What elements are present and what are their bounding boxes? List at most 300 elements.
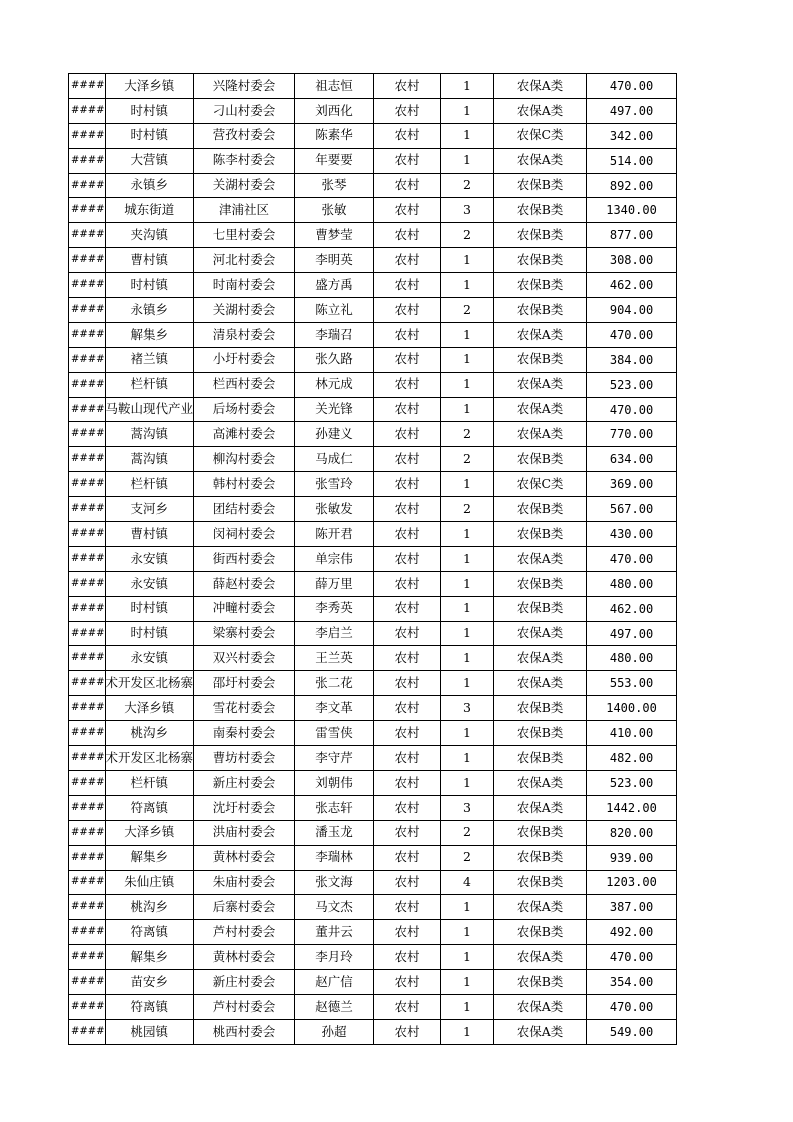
residence-type-cell: 农村	[374, 746, 441, 771]
table-row	[69, 298, 677, 323]
serial-cell: ####	[69, 98, 106, 123]
residence-type-cell: 农村	[374, 870, 441, 895]
insurance-category-cell: 农保B类	[494, 870, 587, 895]
township-cell: 时村镇	[105, 596, 194, 621]
serial-cell: ####	[69, 945, 106, 970]
village-committee-cell: 营孜村委会	[194, 123, 295, 148]
name-cell: 董井云	[295, 920, 374, 945]
township-cell: 大泽乡镇	[105, 820, 194, 845]
table-row	[69, 522, 677, 547]
residence-type-cell: 农村	[374, 173, 441, 198]
household-size-cell: 1	[441, 596, 494, 621]
township-cell: 永安镇	[105, 571, 194, 596]
household-size-cell: 2	[441, 223, 494, 248]
insurance-category-cell: 农保B类	[494, 970, 587, 995]
village-committee-cell: 黄林村委会	[194, 945, 295, 970]
amount-cell: 770.00	[587, 422, 677, 447]
residence-type-cell: 农村	[374, 970, 441, 995]
residence-type-cell: 农村	[374, 671, 441, 696]
residence-type-cell: 农村	[374, 74, 441, 99]
township-cell: 时村镇	[105, 273, 194, 298]
serial-cell: ####	[69, 273, 106, 298]
village-committee-cell: 雪花村委会	[194, 696, 295, 721]
insurance-category-cell: 农保B类	[494, 198, 587, 223]
residence-type-cell: 农村	[374, 248, 441, 273]
household-size-cell: 2	[441, 820, 494, 845]
amount-cell: 1340.00	[587, 198, 677, 223]
table-row	[69, 795, 677, 820]
amount-cell: 384.00	[587, 347, 677, 372]
residence-type-cell: 农村	[374, 223, 441, 248]
household-size-cell: 1	[441, 920, 494, 945]
township-cell: 夹沟镇	[105, 223, 194, 248]
township-cell: 永安镇	[105, 646, 194, 671]
serial-cell: ####	[69, 74, 106, 99]
amount-cell: 904.00	[587, 298, 677, 323]
residence-type-cell: 农村	[374, 123, 441, 148]
insurance-category-cell: 农保B类	[494, 223, 587, 248]
township-cell: 大营镇	[105, 148, 194, 173]
insurance-category-cell: 农保A类	[494, 74, 587, 99]
table-row	[69, 920, 677, 945]
serial-cell: ####	[69, 522, 106, 547]
serial-cell: ####	[69, 322, 106, 347]
household-size-cell: 1	[441, 970, 494, 995]
name-cell: 祖志恒	[295, 74, 374, 99]
township-cell: 解集乡	[105, 322, 194, 347]
amount-cell: 1400.00	[587, 696, 677, 721]
name-cell: 赵广信	[295, 970, 374, 995]
residence-type-cell: 农村	[374, 322, 441, 347]
household-size-cell: 1	[441, 347, 494, 372]
table-row	[69, 347, 677, 372]
household-size-cell: 1	[441, 994, 494, 1019]
insurance-category-cell: 农保A类	[494, 646, 587, 671]
insurance-category-cell: 农保B类	[494, 920, 587, 945]
household-size-cell: 1	[441, 123, 494, 148]
table-row	[69, 74, 677, 99]
residence-type-cell: 农村	[374, 372, 441, 397]
name-cell: 曹梦莹	[295, 223, 374, 248]
residence-type-cell: 农村	[374, 98, 441, 123]
residence-type-cell: 农村	[374, 920, 441, 945]
table-row	[69, 945, 677, 970]
village-committee-cell: 刁山村委会	[194, 98, 295, 123]
table-row	[69, 372, 677, 397]
name-cell: 张雪玲	[295, 472, 374, 497]
village-committee-cell: 后寨村委会	[194, 895, 295, 920]
residence-type-cell: 农村	[374, 397, 441, 422]
residence-type-cell: 农村	[374, 770, 441, 795]
village-committee-cell: 七里村委会	[194, 223, 295, 248]
serial-cell: ####	[69, 646, 106, 671]
table-row	[69, 422, 677, 447]
insurance-category-cell: 农保A类	[494, 397, 587, 422]
village-committee-cell: 邵圩村委会	[194, 671, 295, 696]
residence-type-cell: 农村	[374, 596, 441, 621]
household-size-cell: 1	[441, 248, 494, 273]
serial-cell: ####	[69, 248, 106, 273]
insurance-category-cell: 农保B类	[494, 173, 587, 198]
amount-cell: 892.00	[587, 173, 677, 198]
household-size-cell: 4	[441, 870, 494, 895]
name-cell: 张琴	[295, 173, 374, 198]
amount-cell: 470.00	[587, 945, 677, 970]
village-committee-cell: 后场村委会	[194, 397, 295, 422]
township-cell: 符离镇	[105, 994, 194, 1019]
township-cell: 桃沟乡	[105, 721, 194, 746]
township-cell: 曹村镇	[105, 522, 194, 547]
household-size-cell: 1	[441, 322, 494, 347]
serial-cell: ####	[69, 671, 106, 696]
table-row	[69, 148, 677, 173]
township-cell: 大泽乡镇	[105, 74, 194, 99]
household-size-cell: 1	[441, 621, 494, 646]
residence-type-cell: 农村	[374, 994, 441, 1019]
township-cell: 符离镇	[105, 795, 194, 820]
name-cell: 马成仁	[295, 447, 374, 472]
village-committee-cell: 栏西村委会	[194, 372, 295, 397]
table-row	[69, 696, 677, 721]
residence-type-cell: 农村	[374, 298, 441, 323]
amount-cell: 877.00	[587, 223, 677, 248]
name-cell: 赵德兰	[295, 994, 374, 1019]
table-row	[69, 397, 677, 422]
name-cell: 李明英	[295, 248, 374, 273]
name-cell: 李月玲	[295, 945, 374, 970]
village-committee-cell: 街西村委会	[194, 546, 295, 571]
insurance-category-cell: 农保C类	[494, 472, 587, 497]
township-cell: 曹村镇	[105, 248, 194, 273]
residence-type-cell: 农村	[374, 497, 441, 522]
household-size-cell: 1	[441, 770, 494, 795]
township-cell: 栏杆镇	[105, 770, 194, 795]
insurance-category-cell: 农保A类	[494, 671, 587, 696]
residence-type-cell: 农村	[374, 148, 441, 173]
name-cell: 马文杰	[295, 895, 374, 920]
name-cell: 单宗伟	[295, 546, 374, 571]
township-cell: 朱仙庄镇	[105, 870, 194, 895]
household-size-cell: 2	[441, 422, 494, 447]
household-size-cell: 1	[441, 721, 494, 746]
village-committee-cell: 高滩村委会	[194, 422, 295, 447]
amount-cell: 480.00	[587, 646, 677, 671]
township-cell: 解集乡	[105, 945, 194, 970]
name-cell: 张敏发	[295, 497, 374, 522]
residence-type-cell: 农村	[374, 472, 441, 497]
amount-cell: 470.00	[587, 74, 677, 99]
household-size-cell: 1	[441, 1019, 494, 1044]
residence-type-cell: 农村	[374, 347, 441, 372]
insurance-category-cell: 农保B类	[494, 273, 587, 298]
household-size-cell: 1	[441, 571, 494, 596]
insurance-category-cell: 农保B类	[494, 696, 587, 721]
table-row	[69, 447, 677, 472]
name-cell: 李启兰	[295, 621, 374, 646]
village-committee-cell: 新庄村委会	[194, 970, 295, 995]
insurance-category-cell: 农保A类	[494, 895, 587, 920]
village-committee-cell: 清泉村委会	[194, 322, 295, 347]
insurance-category-cell: 农保B类	[494, 248, 587, 273]
household-size-cell: 2	[441, 173, 494, 198]
residence-type-cell: 农村	[374, 571, 441, 596]
village-committee-cell: 朱庙村委会	[194, 870, 295, 895]
insurance-category-cell: 农保A类	[494, 621, 587, 646]
amount-cell: 523.00	[587, 372, 677, 397]
name-cell: 潘玉龙	[295, 820, 374, 845]
table-row	[69, 970, 677, 995]
name-cell: 年要要	[295, 148, 374, 173]
serial-cell: ####	[69, 621, 106, 646]
residence-type-cell: 农村	[374, 895, 441, 920]
serial-cell: ####	[69, 148, 106, 173]
serial-cell: ####	[69, 571, 106, 596]
insurance-category-cell: 农保B类	[494, 721, 587, 746]
serial-cell: ####	[69, 298, 106, 323]
amount-cell: 514.00	[587, 148, 677, 173]
residence-type-cell: 农村	[374, 696, 441, 721]
residence-type-cell: 农村	[374, 198, 441, 223]
serial-cell: ####	[69, 746, 106, 771]
name-cell: 张志轩	[295, 795, 374, 820]
name-cell: 孙建义	[295, 422, 374, 447]
table-row	[69, 671, 677, 696]
serial-cell: ####	[69, 472, 106, 497]
amount-cell: 939.00	[587, 845, 677, 870]
insurance-category-cell: 农保B类	[494, 820, 587, 845]
township-cell: 永镇乡	[105, 173, 194, 198]
village-committee-cell: 南秦村委会	[194, 721, 295, 746]
village-committee-cell: 洪庙村委会	[194, 820, 295, 845]
village-committee-cell: 韩村村委会	[194, 472, 295, 497]
serial-cell: ####	[69, 223, 106, 248]
insurance-category-cell: 农保B类	[494, 746, 587, 771]
name-cell: 张敏	[295, 198, 374, 223]
insurance-category-cell: 农保A类	[494, 1019, 587, 1044]
residence-type-cell: 农村	[374, 546, 441, 571]
serial-cell: ####	[69, 895, 106, 920]
insurance-category-cell: 农保A类	[494, 148, 587, 173]
serial-cell: ####	[69, 1019, 106, 1044]
amount-cell: 308.00	[587, 248, 677, 273]
township-cell: 蒿沟镇	[105, 447, 194, 472]
household-size-cell: 1	[441, 546, 494, 571]
insurance-category-cell: 农保B类	[494, 447, 587, 472]
serial-cell: ####	[69, 497, 106, 522]
township-cell: 时村镇	[105, 621, 194, 646]
township-cell: 术开发区北杨寨	[105, 671, 194, 696]
table-row	[69, 870, 677, 895]
amount-cell: 462.00	[587, 273, 677, 298]
household-size-cell: 1	[441, 273, 494, 298]
residence-type-cell: 农村	[374, 273, 441, 298]
amount-cell: 470.00	[587, 546, 677, 571]
village-committee-cell: 河北村委会	[194, 248, 295, 273]
household-size-cell: 1	[441, 895, 494, 920]
amount-cell: 354.00	[587, 970, 677, 995]
table-row	[69, 223, 677, 248]
serial-cell: ####	[69, 696, 106, 721]
insurance-category-cell: 农保A类	[494, 98, 587, 123]
township-cell: 时村镇	[105, 123, 194, 148]
name-cell: 刘朝伟	[295, 770, 374, 795]
table-row	[69, 98, 677, 123]
household-size-cell: 1	[441, 98, 494, 123]
table-row	[69, 895, 677, 920]
name-cell: 李文革	[295, 696, 374, 721]
serial-cell: ####	[69, 447, 106, 472]
amount-cell: 462.00	[587, 596, 677, 621]
serial-cell: ####	[69, 173, 106, 198]
amount-cell: 567.00	[587, 497, 677, 522]
name-cell: 李瑞召	[295, 322, 374, 347]
township-cell: 马鞍山现代产业	[105, 397, 194, 422]
table-row	[69, 198, 677, 223]
amount-cell: 470.00	[587, 994, 677, 1019]
name-cell: 李守芹	[295, 746, 374, 771]
household-size-cell: 1	[441, 148, 494, 173]
residence-type-cell: 农村	[374, 945, 441, 970]
table-row	[69, 845, 677, 870]
name-cell: 张二花	[295, 671, 374, 696]
village-committee-cell: 小圩村委会	[194, 347, 295, 372]
amount-cell: 480.00	[587, 571, 677, 596]
serial-cell: ####	[69, 721, 106, 746]
residence-type-cell: 农村	[374, 447, 441, 472]
residence-type-cell: 农村	[374, 721, 441, 746]
village-committee-cell: 桃西村委会	[194, 1019, 295, 1044]
insurance-category-cell: 农保A类	[494, 945, 587, 970]
household-size-cell: 1	[441, 522, 494, 547]
serial-cell: ####	[69, 845, 106, 870]
township-cell: 大泽乡镇	[105, 696, 194, 721]
township-cell: 桃园镇	[105, 1019, 194, 1044]
serial-cell: ####	[69, 770, 106, 795]
residence-type-cell: 农村	[374, 795, 441, 820]
village-committee-cell: 津浦社区	[194, 198, 295, 223]
table-row	[69, 721, 677, 746]
relief-roster-table	[68, 73, 677, 1045]
serial-cell: ####	[69, 994, 106, 1019]
amount-cell: 470.00	[587, 322, 677, 347]
table-row	[69, 546, 677, 571]
amount-cell: 523.00	[587, 770, 677, 795]
insurance-category-cell: 农保A类	[494, 422, 587, 447]
table-row	[69, 820, 677, 845]
table-row	[69, 322, 677, 347]
table-row	[69, 123, 677, 148]
serial-cell: ####	[69, 546, 106, 571]
name-cell: 李秀英	[295, 596, 374, 621]
insurance-category-cell: 农保B类	[494, 347, 587, 372]
village-committee-cell: 沈圩村委会	[194, 795, 295, 820]
name-cell: 张久路	[295, 347, 374, 372]
table-row	[69, 472, 677, 497]
serial-cell: ####	[69, 870, 106, 895]
insurance-category-cell: 农保B类	[494, 522, 587, 547]
amount-cell: 497.00	[587, 98, 677, 123]
amount-cell: 410.00	[587, 721, 677, 746]
serial-cell: ####	[69, 422, 106, 447]
township-cell: 术开发区北杨寨	[105, 746, 194, 771]
table-body	[69, 74, 677, 1045]
village-committee-cell: 柳沟村委会	[194, 447, 295, 472]
village-committee-cell: 双兴村委会	[194, 646, 295, 671]
village-committee-cell: 冲疃村委会	[194, 596, 295, 621]
name-cell: 雷雪侠	[295, 721, 374, 746]
serial-cell: ####	[69, 795, 106, 820]
name-cell: 张文海	[295, 870, 374, 895]
township-cell: 桃沟乡	[105, 895, 194, 920]
household-size-cell: 2	[441, 497, 494, 522]
name-cell: 李瑞林	[295, 845, 374, 870]
household-size-cell: 3	[441, 795, 494, 820]
name-cell: 盛方禹	[295, 273, 374, 298]
township-cell: 苗安乡	[105, 970, 194, 995]
name-cell: 王兰英	[295, 646, 374, 671]
village-committee-cell: 团结村委会	[194, 497, 295, 522]
name-cell: 关光锋	[295, 397, 374, 422]
township-cell: 褚兰镇	[105, 347, 194, 372]
residence-type-cell: 农村	[374, 820, 441, 845]
amount-cell: 549.00	[587, 1019, 677, 1044]
amount-cell: 369.00	[587, 472, 677, 497]
township-cell: 栏杆镇	[105, 372, 194, 397]
table-row	[69, 746, 677, 771]
village-committee-cell: 曹坊村委会	[194, 746, 295, 771]
household-size-cell: 2	[441, 298, 494, 323]
village-committee-cell: 闵祠村委会	[194, 522, 295, 547]
township-cell: 栏杆镇	[105, 472, 194, 497]
household-size-cell: 1	[441, 671, 494, 696]
amount-cell: 492.00	[587, 920, 677, 945]
amount-cell: 482.00	[587, 746, 677, 771]
amount-cell: 1203.00	[587, 870, 677, 895]
table-row	[69, 173, 677, 198]
insurance-category-cell: 农保A类	[494, 795, 587, 820]
amount-cell: 497.00	[587, 621, 677, 646]
household-size-cell: 1	[441, 74, 494, 99]
serial-cell: ####	[69, 970, 106, 995]
household-size-cell: 1	[441, 372, 494, 397]
serial-cell: ####	[69, 347, 106, 372]
village-committee-cell: 梁寨村委会	[194, 621, 295, 646]
name-cell: 林元成	[295, 372, 374, 397]
village-committee-cell: 芦村村委会	[194, 920, 295, 945]
serial-cell: ####	[69, 920, 106, 945]
township-cell: 永安镇	[105, 546, 194, 571]
name-cell: 孙超	[295, 1019, 374, 1044]
household-size-cell: 1	[441, 397, 494, 422]
amount-cell: 470.00	[587, 397, 677, 422]
household-size-cell: 1	[441, 646, 494, 671]
village-committee-cell: 关湖村委会	[194, 298, 295, 323]
township-cell: 永镇乡	[105, 298, 194, 323]
residence-type-cell: 农村	[374, 422, 441, 447]
amount-cell: 1442.00	[587, 795, 677, 820]
insurance-category-cell: 农保A类	[494, 372, 587, 397]
table-row	[69, 770, 677, 795]
serial-cell: ####	[69, 198, 106, 223]
table-row	[69, 497, 677, 522]
household-size-cell: 1	[441, 472, 494, 497]
insurance-category-cell: 农保B类	[494, 497, 587, 522]
village-committee-cell: 时南村委会	[194, 273, 295, 298]
table-row	[69, 248, 677, 273]
residence-type-cell: 农村	[374, 522, 441, 547]
insurance-category-cell: 农保A类	[494, 994, 587, 1019]
residence-type-cell: 农村	[374, 1019, 441, 1044]
